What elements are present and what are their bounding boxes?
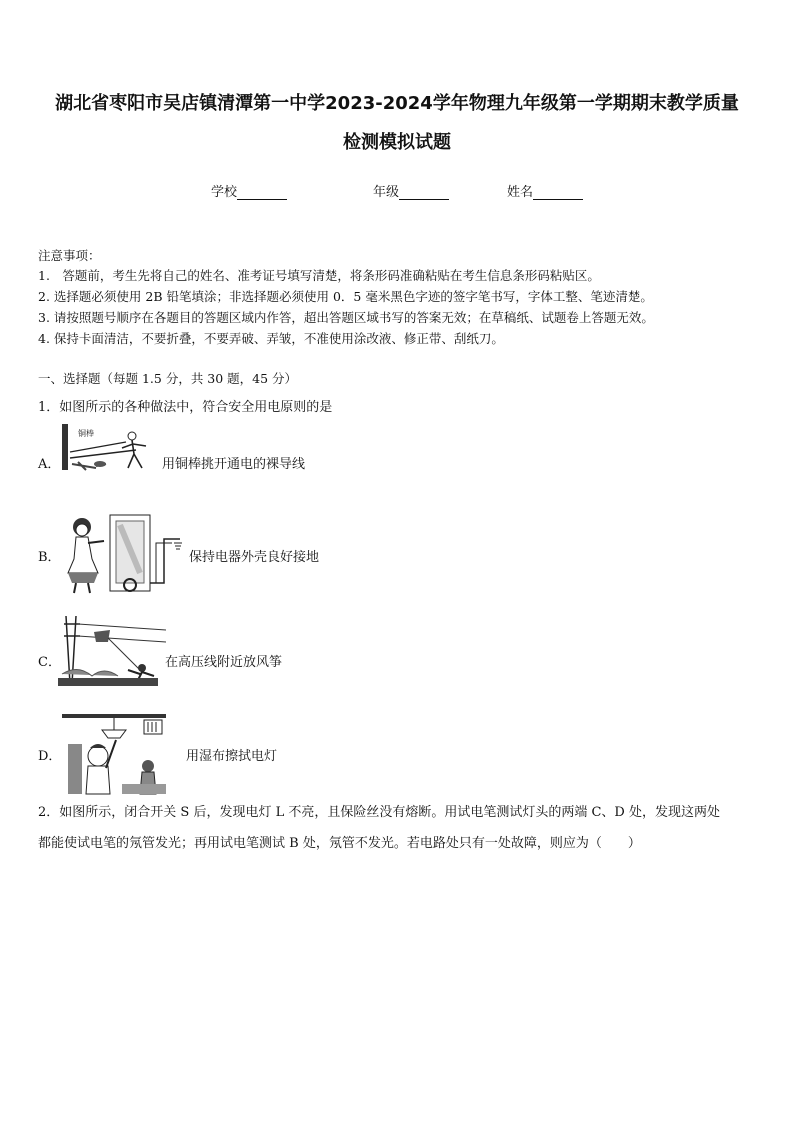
notice-item-4: 4. 保持卡面清洁，不要折叠，不要弄破、弄皱，不准使用涂改液、修正带、刮纸刀。: [38, 331, 504, 346]
option-c-text: 在高压线附近放风筝: [165, 655, 283, 670]
school-blank: [237, 187, 287, 200]
option-b-illustration: [60, 513, 190, 595]
grade-blank: [399, 187, 449, 200]
notice-item-3: 3. 请按照题号顺序在各题目的答题区域内作答，超出答题区域书写的答案无效；在草稿纸、试题卷上答题无效。: [38, 310, 654, 325]
question-1-stem: 1．如图所示的各种做法中，符合安全用电原则的是: [38, 400, 333, 415]
option-b-letter: B．: [38, 550, 61, 565]
option-d-letter: D．: [38, 749, 62, 764]
option-d-illustration: [62, 714, 170, 796]
grade-field: [373, 181, 449, 200]
notice-item-1: 1. 答题前，考生先将自己的姓名、准考证号填写清楚，将条形码准确粘贴在考生信息条形码粘贴区。: [38, 268, 600, 283]
name-label: 姓名: [507, 185, 534, 200]
exam-title-line1: 湖北省枣阳市吴店镇清潭第一中学2023-2024学年物理九年级第一学期期末教学质量: [55, 93, 739, 114]
exam-title-line2: 检测模拟试题: [343, 132, 451, 153]
question-2-line2: 都能使试电笔的氖管发光；再用试电笔测试 B 处，氖管不发光。若电路处只有一处故障，则应为（ ）: [38, 836, 641, 851]
grade-label: 年级: [373, 185, 400, 200]
option-a-illustration: [56, 424, 162, 472]
school-label: 学校: [211, 185, 238, 200]
option-a-letter: A．: [38, 457, 61, 472]
option-d-text: 用湿布擦拭电灯: [186, 749, 278, 764]
notice-heading: 注意事项：: [38, 248, 101, 263]
school-field: [211, 181, 287, 200]
option-c-letter: C．: [38, 655, 61, 670]
section-heading: 一、选择题（每题 1.5 分，共 30 题，45 分）: [38, 371, 298, 386]
name-blank: [533, 187, 583, 200]
question-2-line1: 2．如图所示，闭合开关 S 后，发现电灯 L 不亮，且保险丝没有熔断。用试电笔测试灯头的两端 C、D 处，发现这两处: [38, 805, 720, 820]
option-c-illustration: [58, 614, 166, 686]
name-field: [507, 181, 583, 200]
copper-rod-label: 铜棒: [78, 429, 94, 438]
option-a-text: 用铜棒挑开通电的裸导线: [162, 457, 306, 472]
option-b-text: 保持电器外壳良好接地: [189, 550, 320, 565]
notice-item-2: 2. 选择题必须使用 2B 铅笔填涂；非选择题必须使用 0．5 毫米黑色字迹的签字笔书写，字体工整、笔迹清楚。: [38, 289, 653, 304]
